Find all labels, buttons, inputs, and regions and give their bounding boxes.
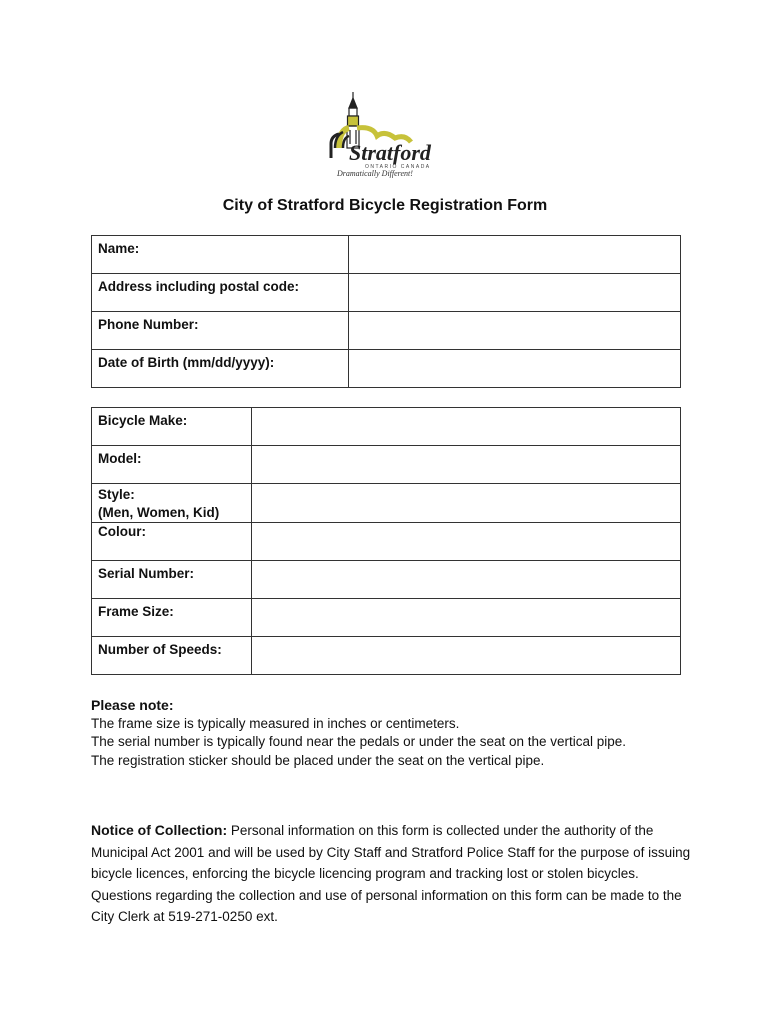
notice-text: Personal information on this form is collected under the authority of the Municipal Act 2001 and will be used by City Staff and Stratford Police Staff for the purpose of issuing bicycle licences, enforcing the bicycle licencing program and tracking lost or stolen bicycles. Questions regarding the collection and use of personal information on this form can be made to the City Clerk at 519-271-0250 ext.: [91, 823, 691, 924]
please-note-section: [91, 696, 691, 770]
bicycle-info-table: [91, 407, 681, 675]
logo-subtitle: ONTARIO CANADA: [365, 164, 431, 170]
phone-field[interactable]: [349, 312, 681, 350]
field-label: Phone Number:: [92, 312, 349, 350]
name-field[interactable]: [349, 236, 681, 274]
note-line: The frame size is typically measured in inches or centimeters.: [91, 715, 460, 731]
field-label: Serial Number:: [92, 561, 252, 599]
note-line: The registration sticker should be placed under the seat on the vertical pipe.: [91, 752, 545, 768]
field-label: Address including postal code:: [92, 274, 349, 312]
frame-size-field[interactable]: [252, 599, 681, 637]
field-label: Model:: [92, 446, 252, 484]
logo-wordmark: Stratford: [349, 140, 431, 165]
logo-tagline: Dramatically Different!: [337, 169, 413, 178]
notice-heading: Notice of Collection:: [91, 822, 228, 838]
notice-of-collection: [91, 820, 691, 928]
table-row: [92, 312, 681, 350]
table-row: [92, 236, 681, 274]
table-row: [92, 523, 681, 561]
table-row: [92, 274, 681, 312]
table-row: [92, 446, 681, 484]
table-row: [92, 484, 681, 523]
note-line: The serial number is typically found near the pedals or under the seat on the vertical pipe.: [91, 734, 627, 749]
address-field[interactable]: [349, 274, 681, 312]
table-row: [92, 408, 681, 446]
field-label: Date of Birth (mm/dd/yyyy):: [92, 350, 349, 388]
field-label: Frame Size:: [92, 599, 252, 637]
field-label: Name:: [92, 236, 349, 274]
table-row: [92, 599, 681, 637]
field-label: Number of Speeds:: [92, 637, 252, 675]
note-heading: Please note:: [91, 697, 174, 713]
table-row: [92, 350, 681, 388]
table-row: [92, 561, 681, 599]
field-label: Colour:: [92, 523, 252, 561]
colour-field[interactable]: [252, 523, 681, 561]
serial-number-field[interactable]: [252, 561, 681, 599]
field-label: Bicycle Make:: [92, 408, 252, 446]
date-of-birth-field[interactable]: [349, 350, 681, 388]
field-label: Style: (Men, Women, Kid): [92, 484, 252, 523]
style-field[interactable]: [252, 484, 681, 523]
model-field[interactable]: [252, 446, 681, 484]
personal-info-table: [91, 235, 681, 388]
table-row: [92, 637, 681, 675]
form-title: City of Stratford Bicycle Registration Form: [222, 197, 548, 214]
number-of-speeds-field[interactable]: [252, 637, 681, 675]
stratford-logo: [325, 88, 445, 180]
bicycle-make-field[interactable]: [252, 408, 681, 446]
